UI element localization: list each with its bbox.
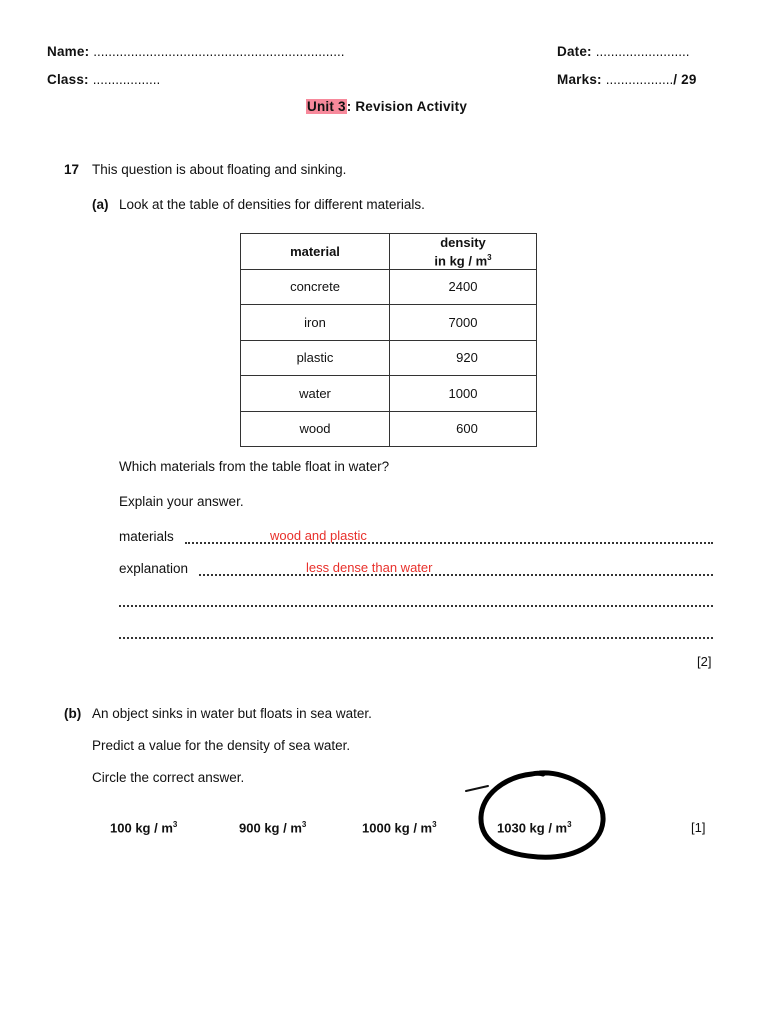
density-header-line1: density (440, 234, 486, 250)
class-field (47, 72, 160, 87)
date-dots: ......................... (595, 44, 690, 59)
circle-prompt: Circle the correct answer. (92, 770, 245, 785)
material-cell: wood (241, 411, 390, 447)
explanation-extra-line-1[interactable] (119, 605, 713, 607)
density-cell: 600 (390, 411, 537, 447)
marks-label: Marks: (557, 72, 602, 87)
option-value: 900 (239, 820, 261, 836)
name-label: Name: (47, 44, 90, 59)
materials-answer-line[interactable] (185, 542, 713, 544)
question-number: 17 (64, 162, 80, 177)
option-900[interactable] (239, 820, 306, 835)
class-label: Class: (47, 72, 89, 87)
explanation-answer: less dense than water (306, 560, 433, 575)
option-sup: 3 (567, 820, 572, 829)
density-cell: 1000 (390, 376, 537, 412)
table-row (241, 411, 537, 447)
option-1000[interactable] (362, 820, 437, 835)
materials-answer: wood and plastic (270, 528, 367, 543)
material-cell: iron (241, 305, 390, 341)
explanation-answer-line[interactable] (199, 574, 713, 576)
predict-prompt: Predict a value for the density of sea water. (92, 738, 351, 753)
material-cell: concrete (241, 269, 390, 305)
name-dots: ................................................................... (93, 44, 345, 59)
date-field (557, 44, 690, 59)
density-table (240, 233, 537, 447)
density-header-sup: 3 (487, 252, 492, 262)
table-row (241, 305, 537, 341)
date-label: Date: (557, 44, 592, 59)
density-cell: 920 (390, 340, 537, 376)
class-dots: .................. (92, 72, 161, 87)
option-100[interactable] (110, 820, 177, 835)
density-cell: 7000 (390, 305, 537, 341)
column-header-density (390, 234, 537, 270)
option-sup: 3 (432, 820, 437, 829)
table-header-row (241, 234, 537, 270)
density-header-line2: in kg / m (434, 252, 488, 268)
option-value: 100 (110, 820, 132, 836)
part-a-marks: [2] (697, 654, 712, 669)
option-sup: 3 (172, 820, 178, 829)
name-field (47, 44, 345, 59)
option-unit: kg / m (529, 820, 568, 836)
density-cell: 2400 (390, 269, 537, 305)
table-row (241, 340, 537, 376)
materials-label: materials (119, 529, 174, 544)
material-cell: plastic (241, 340, 390, 376)
question-intro: This question is about floating and sinking. (92, 162, 347, 177)
option-unit: kg / m (135, 820, 173, 836)
which-materials-prompt: Which materials from the table float in water? (119, 459, 390, 474)
option-sup: 3 (301, 820, 307, 829)
marks-total: / 29 (673, 72, 697, 87)
option-unit: kg / m (394, 820, 433, 836)
part-a-label: (a) (92, 197, 109, 212)
explanation-label: explanation (119, 561, 189, 576)
part-b-marks: [1] (691, 820, 706, 835)
marks-dots: .................. (605, 72, 674, 87)
table-row (241, 376, 537, 412)
table-row (241, 269, 537, 305)
option-value: 1030 (497, 820, 526, 836)
option-value: 1000 (362, 820, 391, 836)
unit-title: : Revision Activity (346, 99, 468, 114)
part-b-label: (b) (64, 706, 82, 721)
explanation-extra-line-2[interactable] (119, 637, 713, 639)
part-a-text: Look at the table of densities for different materials. (119, 197, 425, 212)
explain-prompt: Explain your answer. (119, 494, 244, 509)
option-unit: kg / m (264, 820, 302, 836)
unit-highlight: Unit 3 (307, 99, 346, 114)
page-title (306, 99, 467, 114)
material-cell: water (241, 376, 390, 412)
marks-field (557, 72, 697, 87)
column-header-material: material (241, 234, 390, 270)
hand-drawn-circle-icon (460, 765, 620, 865)
part-b-text: An object sinks in water but floats in sea water. (92, 706, 372, 721)
